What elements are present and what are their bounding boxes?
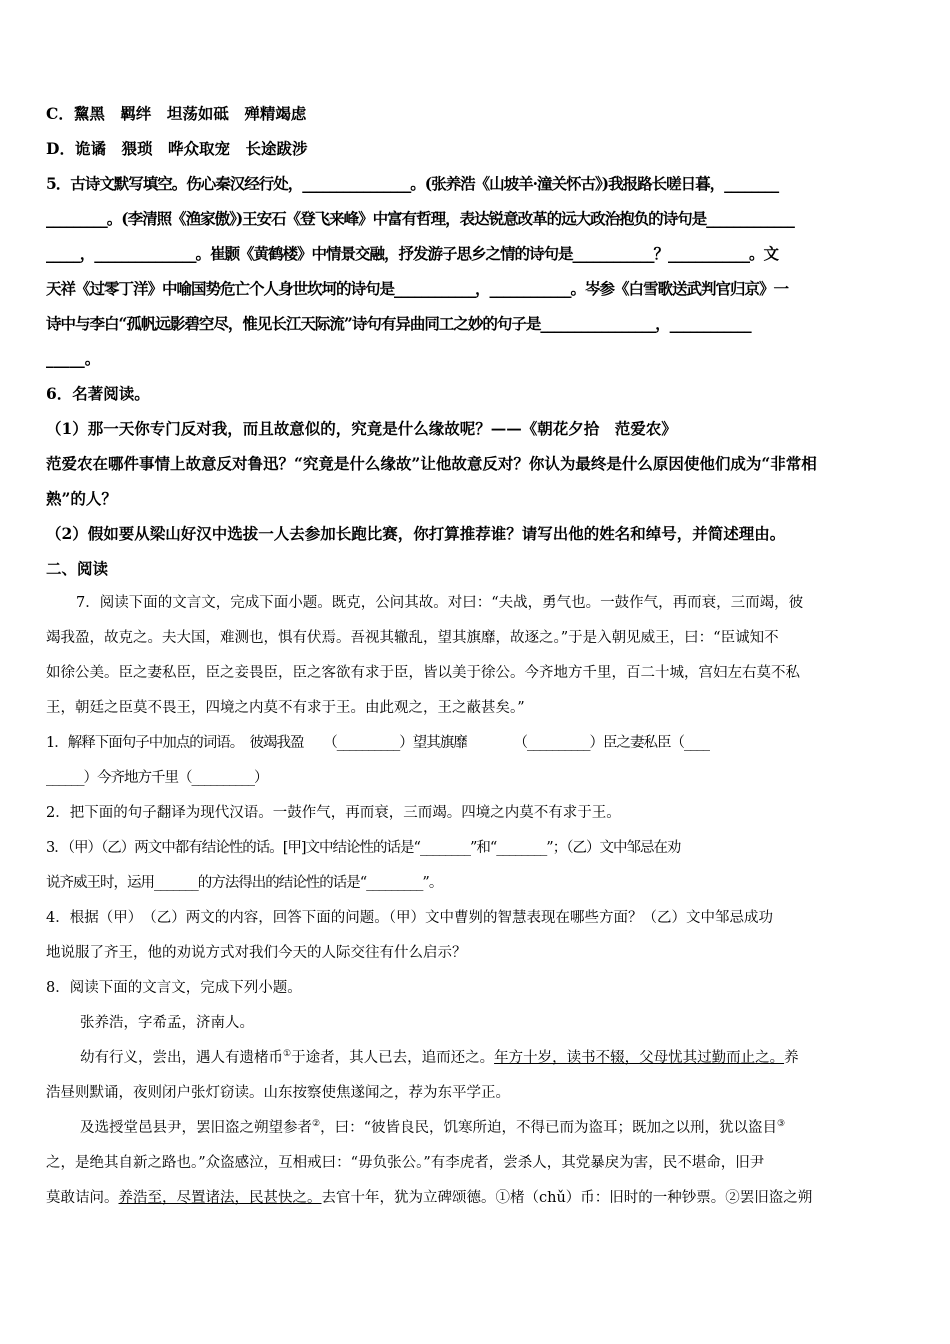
question-8-passage-4 (46, 1111, 908, 1146)
document-page (46, 96, 908, 1216)
question-7-passage-2: 竭我盈，故克之。夫大国，难测也，惧有伏焉。吾视其辙乱，望其旗靡，故逐之。”于是入朝见威王，曰：“臣诚知不 (46, 630, 779, 646)
question-6-part-1-prompt: 范爱农在哪件事情上故意反对鲁迅？“究竟是什么缘故”让他故意反对？你认为最终是什么原因使他们成为“非常相 (46, 454, 817, 473)
question-8-passage-3: 浩昼则默诵，夜则闭户张灯窃读。山东按察使焦遂闻之，荐为东平学正。 (46, 1085, 510, 1101)
passage-text: ，曰：“彼皆良民，饥寒所迫，不得已而为盗耳；既加之以刑，犹以盗目 (320, 1120, 777, 1136)
question-8-passage-1: 张养浩，字希孟，济南人。 (80, 1015, 254, 1031)
underlined-sentence: 养浩至，尽置诸法，民甚快之。 (118, 1190, 322, 1206)
passage-text: 及选授堂邑县尹，罢旧盗之朔望参者 (80, 1120, 312, 1136)
question-8-title: 8．阅读下面的文言文，完成下列小题。 (46, 980, 302, 996)
section-heading-reading: 二、阅读 (46, 559, 109, 578)
question-7-sub-4: 4．根据（甲） （乙）两文的内容，回答下面的问题。（甲）文中曹刿的智慧表现在哪些方面？（乙）文中邹忌成功 (46, 910, 773, 926)
footnote-3-marker: ③ (777, 1119, 786, 1130)
question-6-part-1-prompt-cont: 熟”的人？ (46, 489, 117, 508)
question-7-passage-4: 王，朝廷之臣莫不畏王，四境之内莫不有求于王。由此观之，王之蔽甚矣。” (46, 700, 525, 716)
passage-text: 于途者，其人已去，追而还之。 (291, 1050, 495, 1066)
option-c: C．黧黑 羁绊 坦荡如砥 殚精竭虑 (46, 104, 307, 123)
footnote-2-marker: ② (312, 1119, 321, 1130)
question-8-passage-5: 之，是绝其自新之路也。”众盗感泣，互相戒曰：“毋负张公。”有李虎者，尝杀人，其党暴戾为害，民不堪命，旧尹 (46, 1155, 765, 1171)
question-8-passage-2 (46, 1041, 908, 1076)
passage-text: 莫敢诘问。 (46, 1190, 119, 1206)
passage-text: 去官十年，犹为立碑颂德。①楮（chǔ）币：旧时的一种钞票。②罢旧盗之朔 (321, 1190, 813, 1206)
question-5-line-2: _________。(李清照《渔家傲》)王安石《登飞来峰》中富有哲理，表达锐意改革的远大政治抱负的诗句是_____________ (46, 209, 794, 228)
underlined-sentence: 年方十岁，读书不辍，父母忧其过勤而止之。 (494, 1050, 785, 1066)
question-6-part-2: （2）假如要从梁山好汉中选拔一人去参加长跑比赛，你打算推荐谁？请写出他的姓名和绰号，并简述理由。 (46, 524, 786, 543)
question-5-line-6: _____。 (46, 349, 101, 368)
question-5-line-5: 诗中与李白“孤帆远影碧空尽，惟见长江天际流”诗句有异曲同工之妙的句子是_________________，____________ (46, 314, 751, 333)
question-7-passage-3: 如徐公美。臣之妻私臣，臣之妾畏臣，臣之客欲有求于臣，皆以美于徐公。今齐地方千里，百二十城，宫妇左右莫不私 (46, 665, 800, 681)
passage-text: 养 (784, 1050, 799, 1066)
question-7-passage-1: 7．阅读下面的文言文，完成下面小题。既克，公问其故。对曰：“夫战，勇气也。一鼓作气，再而衰，三而竭，彼 (76, 595, 804, 611)
question-7-sub-1: 1．解释下面句子中加点的词语。 彼竭我盈 （__________）望其旗靡 （__________）臣之妻私臣（____ (46, 735, 709, 751)
question-5-line-4: 天祥《过零丁洋》中喻国势危亡个人身世坎坷的诗句是____________，____________。岑参《白雪歌送武判官归京》一 (46, 279, 789, 298)
question-7-sub-3-cont: 说齐威王时，运用_______的方法得出的结论性的话是“_________”。 (46, 875, 443, 891)
question-7-sub-1-cont: ______）今齐地方千里（__________） (46, 770, 268, 786)
passage-text: 幼有行义，尝出，遇人有遗楮币 (80, 1050, 283, 1066)
question-6-part-1: （1）那一天你专门反对我，而且故意似的，究竟是什么缘故呢？——《朝花夕拾 范爱农》 (46, 419, 677, 438)
question-5-line-1: 5．古诗文默写填空。伤心秦汉经行处，________________。(张养浩《山坡羊·潼关怀古》)我报路长嗟日暮，________ (46, 174, 779, 193)
question-8-passage-6 (46, 1181, 908, 1216)
question-6-title: 6．名著阅读。 (46, 384, 150, 403)
question-5-line-3: _____，_______________。崔颢《黄鹤楼》中情景交融，抒发游子思乡之情的诗句是____________？____________。文 (46, 244, 779, 263)
question-7-sub-4-cont: 地说服了齐王，他的劝说方式对我们今天的人际交往有什么启示？ (46, 945, 467, 961)
option-d: D．诡谲 猥琐 哗众取宠 长途跋涉 (46, 139, 308, 158)
question-7-sub-3: 3．（甲）（乙）两文中都有结论性的话。[甲]文中结论性的话是“________”和“________”；（乙）文中邹忌在劝 (46, 840, 681, 856)
footnote-1-marker: ① (283, 1049, 292, 1060)
question-7-sub-2: 2．把下面的句子翻译为现代汉语。一鼓作气，再而衰，三而竭。四境之内莫不有求于王。 (46, 805, 621, 821)
